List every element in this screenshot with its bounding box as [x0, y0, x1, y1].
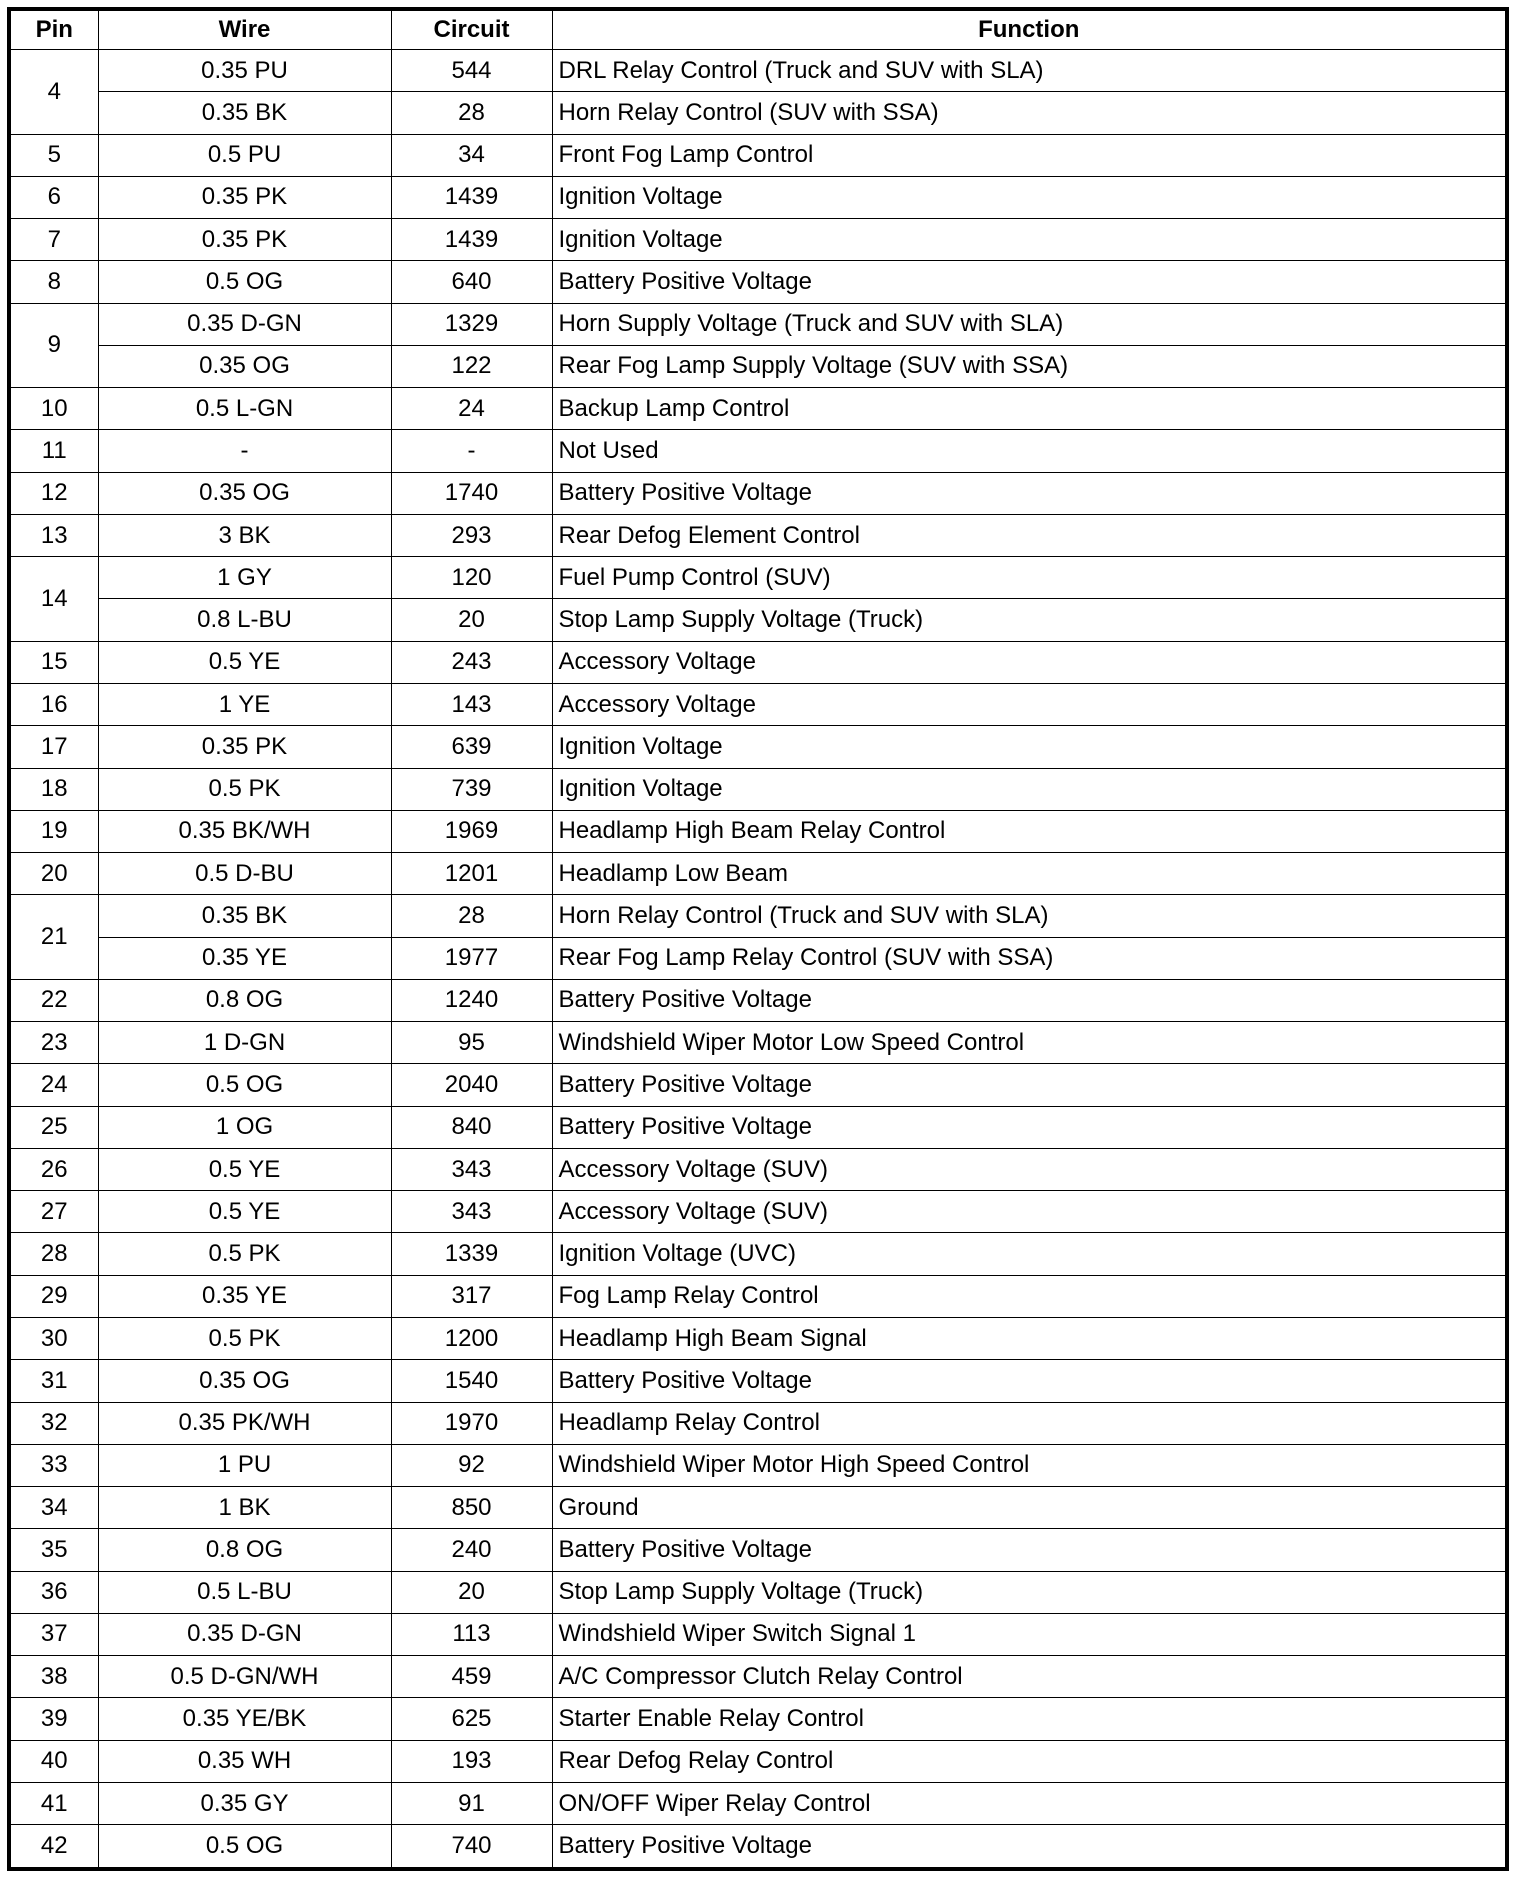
function-cell: Ignition Voltage [552, 176, 1505, 218]
table-row [11, 1656, 1505, 1698]
table-row [11, 388, 1505, 430]
circuit-cell: 120 [391, 557, 552, 599]
function-cell: Ignition Voltage [552, 768, 1505, 810]
pin-number-cell: 38 [11, 1656, 98, 1698]
circuit-cell: 740 [391, 1825, 552, 1867]
circuit-cell: 1439 [391, 219, 552, 261]
function-cell: Battery Positive Voltage [552, 1825, 1505, 1867]
table-row [11, 853, 1505, 895]
circuit-cell: 28 [391, 895, 552, 937]
pin-number-cell: 16 [11, 683, 98, 725]
circuit-cell: 113 [391, 1613, 552, 1655]
wire-cell: - [98, 430, 391, 472]
circuit-cell: 95 [391, 1022, 552, 1064]
function-cell: Battery Positive Voltage [552, 472, 1505, 514]
circuit-cell: 20 [391, 599, 552, 641]
function-cell: Ignition Voltage [552, 726, 1505, 768]
wire-cell: 0.5 PU [98, 134, 391, 176]
circuit-cell: 343 [391, 1148, 552, 1190]
circuit-cell: 1240 [391, 979, 552, 1021]
function-cell: Fog Lamp Relay Control [552, 1275, 1505, 1317]
table-row [11, 1402, 1505, 1444]
table-row [11, 1191, 1505, 1233]
pin-number-cell: 12 [11, 472, 98, 514]
wire-cell: 0.5 PK [98, 1233, 391, 1275]
table-row [11, 176, 1505, 218]
circuit-cell: 293 [391, 514, 552, 556]
wire-cell: 0.8 OG [98, 979, 391, 1021]
table-row [11, 937, 1505, 979]
pin-number-cell: 4 [11, 50, 98, 135]
header-circuit: Circuit [391, 11, 552, 50]
circuit-cell: 20 [391, 1571, 552, 1613]
function-cell: Stop Lamp Supply Voltage (Truck) [552, 599, 1505, 641]
table-row [11, 1275, 1505, 1317]
function-cell: Accessory Voltage [552, 683, 1505, 725]
function-cell: Horn Supply Voltage (Truck and SUV with SLA) [552, 303, 1505, 345]
circuit-cell: 850 [391, 1487, 552, 1529]
pin-number-cell: 20 [11, 853, 98, 895]
wire-cell: 0.35 YE [98, 937, 391, 979]
wire-cell: 0.8 OG [98, 1529, 391, 1571]
table-row [11, 261, 1505, 303]
pinout-rows [11, 50, 1505, 1868]
table-row [11, 514, 1505, 556]
table-row [11, 92, 1505, 134]
header-pin: Pin [11, 11, 98, 50]
wire-cell: 0.5 L-BU [98, 1571, 391, 1613]
function-cell: Ignition Voltage (UVC) [552, 1233, 1505, 1275]
wire-cell: 0.35 GY [98, 1782, 391, 1824]
table-row [11, 599, 1505, 641]
circuit-cell: 28 [391, 92, 552, 134]
wire-cell: 0.5 YE [98, 1148, 391, 1190]
pin-number-cell: 15 [11, 641, 98, 683]
header-function: Function [552, 11, 1505, 50]
header-row [11, 11, 1505, 50]
table-row [11, 768, 1505, 810]
table-row [11, 1064, 1505, 1106]
circuit-cell: 840 [391, 1106, 552, 1148]
table-row [11, 1698, 1505, 1740]
circuit-cell: 1200 [391, 1317, 552, 1359]
function-cell: Rear Fog Lamp Supply Voltage (SUV with SSA) [552, 345, 1505, 387]
circuit-cell: 92 [391, 1444, 552, 1486]
circuit-cell: 640 [391, 261, 552, 303]
circuit-cell: 34 [391, 134, 552, 176]
function-cell: Battery Positive Voltage [552, 1106, 1505, 1148]
table-row [11, 472, 1505, 514]
pin-number-cell: 25 [11, 1106, 98, 1148]
wire-cell: 1 BK [98, 1487, 391, 1529]
table-row [11, 726, 1505, 768]
circuit-cell: 143 [391, 683, 552, 725]
circuit-cell: 1540 [391, 1360, 552, 1402]
pin-number-cell: 40 [11, 1740, 98, 1782]
circuit-cell: 544 [391, 50, 552, 92]
function-cell: Windshield Wiper Switch Signal 1 [552, 1613, 1505, 1655]
circuit-cell: 459 [391, 1656, 552, 1698]
wire-cell: 0.5 YE [98, 1191, 391, 1233]
table-row [11, 1106, 1505, 1148]
wire-cell: 0.5 OG [98, 1064, 391, 1106]
table-row [11, 1529, 1505, 1571]
pin-number-cell: 27 [11, 1191, 98, 1233]
function-cell: A/C Compressor Clutch Relay Control [552, 1656, 1505, 1698]
wire-cell: 0.35 D-GN [98, 303, 391, 345]
header-wire: Wire [98, 11, 391, 50]
pin-number-cell: 29 [11, 1275, 98, 1317]
wire-cell: 0.5 D-GN/WH [98, 1656, 391, 1698]
circuit-cell: 122 [391, 345, 552, 387]
wire-cell: 0.5 PK [98, 1317, 391, 1359]
circuit-cell: 343 [391, 1191, 552, 1233]
wire-cell: 0.35 PK [98, 219, 391, 261]
wire-cell: 0.5 D-BU [98, 853, 391, 895]
pin-number-cell: 6 [11, 176, 98, 218]
pin-number-cell: 24 [11, 1064, 98, 1106]
table-row [11, 1360, 1505, 1402]
pin-number-cell: 35 [11, 1529, 98, 1571]
circuit-cell: 1201 [391, 853, 552, 895]
pin-number-cell: 8 [11, 261, 98, 303]
function-cell: Battery Positive Voltage [552, 1064, 1505, 1106]
function-cell: DRL Relay Control (Truck and SUV with SLA) [552, 50, 1505, 92]
wire-cell: 0.35 OG [98, 345, 391, 387]
wire-cell: 1 D-GN [98, 1022, 391, 1064]
pin-number-cell: 11 [11, 430, 98, 472]
function-cell: Not Used [552, 430, 1505, 472]
function-cell: Headlamp Relay Control [552, 1402, 1505, 1444]
table-row [11, 1317, 1505, 1359]
wire-cell: 1 PU [98, 1444, 391, 1486]
circuit-cell: 1969 [391, 810, 552, 852]
circuit-cell: 24 [391, 388, 552, 430]
wire-cell: 3 BK [98, 514, 391, 556]
table-row [11, 1740, 1505, 1782]
wire-cell: 0.35 OG [98, 1360, 391, 1402]
pin-number-cell: 32 [11, 1402, 98, 1444]
wire-cell: 0.35 PK [98, 176, 391, 218]
function-cell: Headlamp High Beam Signal [552, 1317, 1505, 1359]
circuit-cell: 91 [391, 1782, 552, 1824]
function-cell: Battery Positive Voltage [552, 1360, 1505, 1402]
function-cell: Accessory Voltage [552, 641, 1505, 683]
pin-number-cell: 39 [11, 1698, 98, 1740]
wire-cell: 0.8 L-BU [98, 599, 391, 641]
table-row [11, 1613, 1505, 1655]
circuit-cell: - [391, 430, 552, 472]
pin-number-cell: 7 [11, 219, 98, 261]
wire-cell: 0.35 BK [98, 895, 391, 937]
pin-number-cell: 26 [11, 1148, 98, 1190]
function-cell: Headlamp High Beam Relay Control [552, 810, 1505, 852]
function-cell: Ground [552, 1487, 1505, 1529]
pin-number-cell: 30 [11, 1317, 98, 1359]
wire-cell: 0.35 BK [98, 92, 391, 134]
pin-number-cell: 28 [11, 1233, 98, 1275]
pin-number-cell: 19 [11, 810, 98, 852]
wire-cell: 0.5 YE [98, 641, 391, 683]
pin-number-cell: 14 [11, 557, 98, 642]
circuit-cell: 625 [391, 1698, 552, 1740]
wire-cell: 0.35 D-GN [98, 1613, 391, 1655]
table-row [11, 219, 1505, 261]
circuit-cell: 1339 [391, 1233, 552, 1275]
table-row [11, 134, 1505, 176]
function-cell: Fuel Pump Control (SUV) [552, 557, 1505, 599]
pin-number-cell: 34 [11, 1487, 98, 1529]
wire-cell: 0.35 PK/WH [98, 1402, 391, 1444]
table-row [11, 345, 1505, 387]
wire-cell: 0.5 L-GN [98, 388, 391, 430]
circuit-cell: 1970 [391, 1402, 552, 1444]
function-cell: Battery Positive Voltage [552, 261, 1505, 303]
wire-cell: 1 OG [98, 1106, 391, 1148]
function-cell: Accessory Voltage (SUV) [552, 1191, 1505, 1233]
table-row [11, 1487, 1505, 1529]
circuit-cell: 240 [391, 1529, 552, 1571]
function-cell: Stop Lamp Supply Voltage (Truck) [552, 1571, 1505, 1613]
table-row [11, 1444, 1505, 1486]
pin-number-cell: 17 [11, 726, 98, 768]
table-row [11, 895, 1505, 937]
table-row [11, 50, 1505, 92]
pin-number-cell: 23 [11, 1022, 98, 1064]
function-cell: Horn Relay Control (SUV with SSA) [552, 92, 1505, 134]
wire-cell: 0.35 BK/WH [98, 810, 391, 852]
table-row [11, 1233, 1505, 1275]
pin-number-cell: 13 [11, 514, 98, 556]
function-cell: ON/OFF Wiper Relay Control [552, 1782, 1505, 1824]
pin-number-cell: 10 [11, 388, 98, 430]
function-cell: Rear Defog Element Control [552, 514, 1505, 556]
connector-pinout-table [11, 11, 1505, 1867]
wire-cell: 0.5 OG [98, 1825, 391, 1867]
pin-number-cell: 18 [11, 768, 98, 810]
wire-cell: 0.35 PU [98, 50, 391, 92]
function-cell: Starter Enable Relay Control [552, 1698, 1505, 1740]
connector-pinout-table-frame [7, 7, 1509, 1871]
pin-number-cell: 36 [11, 1571, 98, 1613]
pin-number-cell: 22 [11, 979, 98, 1021]
function-cell: Backup Lamp Control [552, 388, 1505, 430]
wire-cell: 0.35 OG [98, 472, 391, 514]
function-cell: Front Fog Lamp Control [552, 134, 1505, 176]
circuit-cell: 639 [391, 726, 552, 768]
wire-cell: 0.35 WH [98, 1740, 391, 1782]
wire-cell: 0.5 OG [98, 261, 391, 303]
circuit-cell: 317 [391, 1275, 552, 1317]
table-row [11, 1782, 1505, 1824]
function-cell: Rear Fog Lamp Relay Control (SUV with SSA) [552, 937, 1505, 979]
function-cell: Horn Relay Control (Truck and SUV with SLA) [552, 895, 1505, 937]
circuit-cell: 739 [391, 768, 552, 810]
circuit-cell: 1740 [391, 472, 552, 514]
function-cell: Windshield Wiper Motor High Speed Control [552, 1444, 1505, 1486]
pin-number-cell: 42 [11, 1825, 98, 1867]
wire-cell: 0.35 PK [98, 726, 391, 768]
function-cell: Accessory Voltage (SUV) [552, 1148, 1505, 1190]
function-cell: Rear Defog Relay Control [552, 1740, 1505, 1782]
wire-cell: 0.5 PK [98, 768, 391, 810]
table-row [11, 810, 1505, 852]
table-row [11, 683, 1505, 725]
pin-number-cell: 5 [11, 134, 98, 176]
pin-number-cell: 41 [11, 1782, 98, 1824]
pin-number-cell: 9 [11, 303, 98, 388]
function-cell: Headlamp Low Beam [552, 853, 1505, 895]
table-row [11, 641, 1505, 683]
pin-number-cell: 21 [11, 895, 98, 980]
circuit-cell: 1329 [391, 303, 552, 345]
circuit-cell: 193 [391, 1740, 552, 1782]
table-row [11, 1022, 1505, 1064]
wire-cell: 1 GY [98, 557, 391, 599]
pin-number-cell: 33 [11, 1444, 98, 1486]
function-cell: Windshield Wiper Motor Low Speed Control [552, 1022, 1505, 1064]
pin-number-cell: 31 [11, 1360, 98, 1402]
wire-cell: 0.35 YE [98, 1275, 391, 1317]
table-row [11, 1148, 1505, 1190]
table-row [11, 557, 1505, 599]
circuit-cell: 1977 [391, 937, 552, 979]
table-row [11, 1825, 1505, 1867]
table-row [11, 430, 1505, 472]
table-row [11, 1571, 1505, 1613]
function-cell: Ignition Voltage [552, 219, 1505, 261]
circuit-cell: 1439 [391, 176, 552, 218]
circuit-cell: 243 [391, 641, 552, 683]
function-cell: Battery Positive Voltage [552, 1529, 1505, 1571]
pin-number-cell: 37 [11, 1613, 98, 1655]
wire-cell: 0.35 YE/BK [98, 1698, 391, 1740]
table-row [11, 303, 1505, 345]
function-cell: Battery Positive Voltage [552, 979, 1505, 1021]
circuit-cell: 2040 [391, 1064, 552, 1106]
wire-cell: 1 YE [98, 683, 391, 725]
table-row [11, 979, 1505, 1021]
